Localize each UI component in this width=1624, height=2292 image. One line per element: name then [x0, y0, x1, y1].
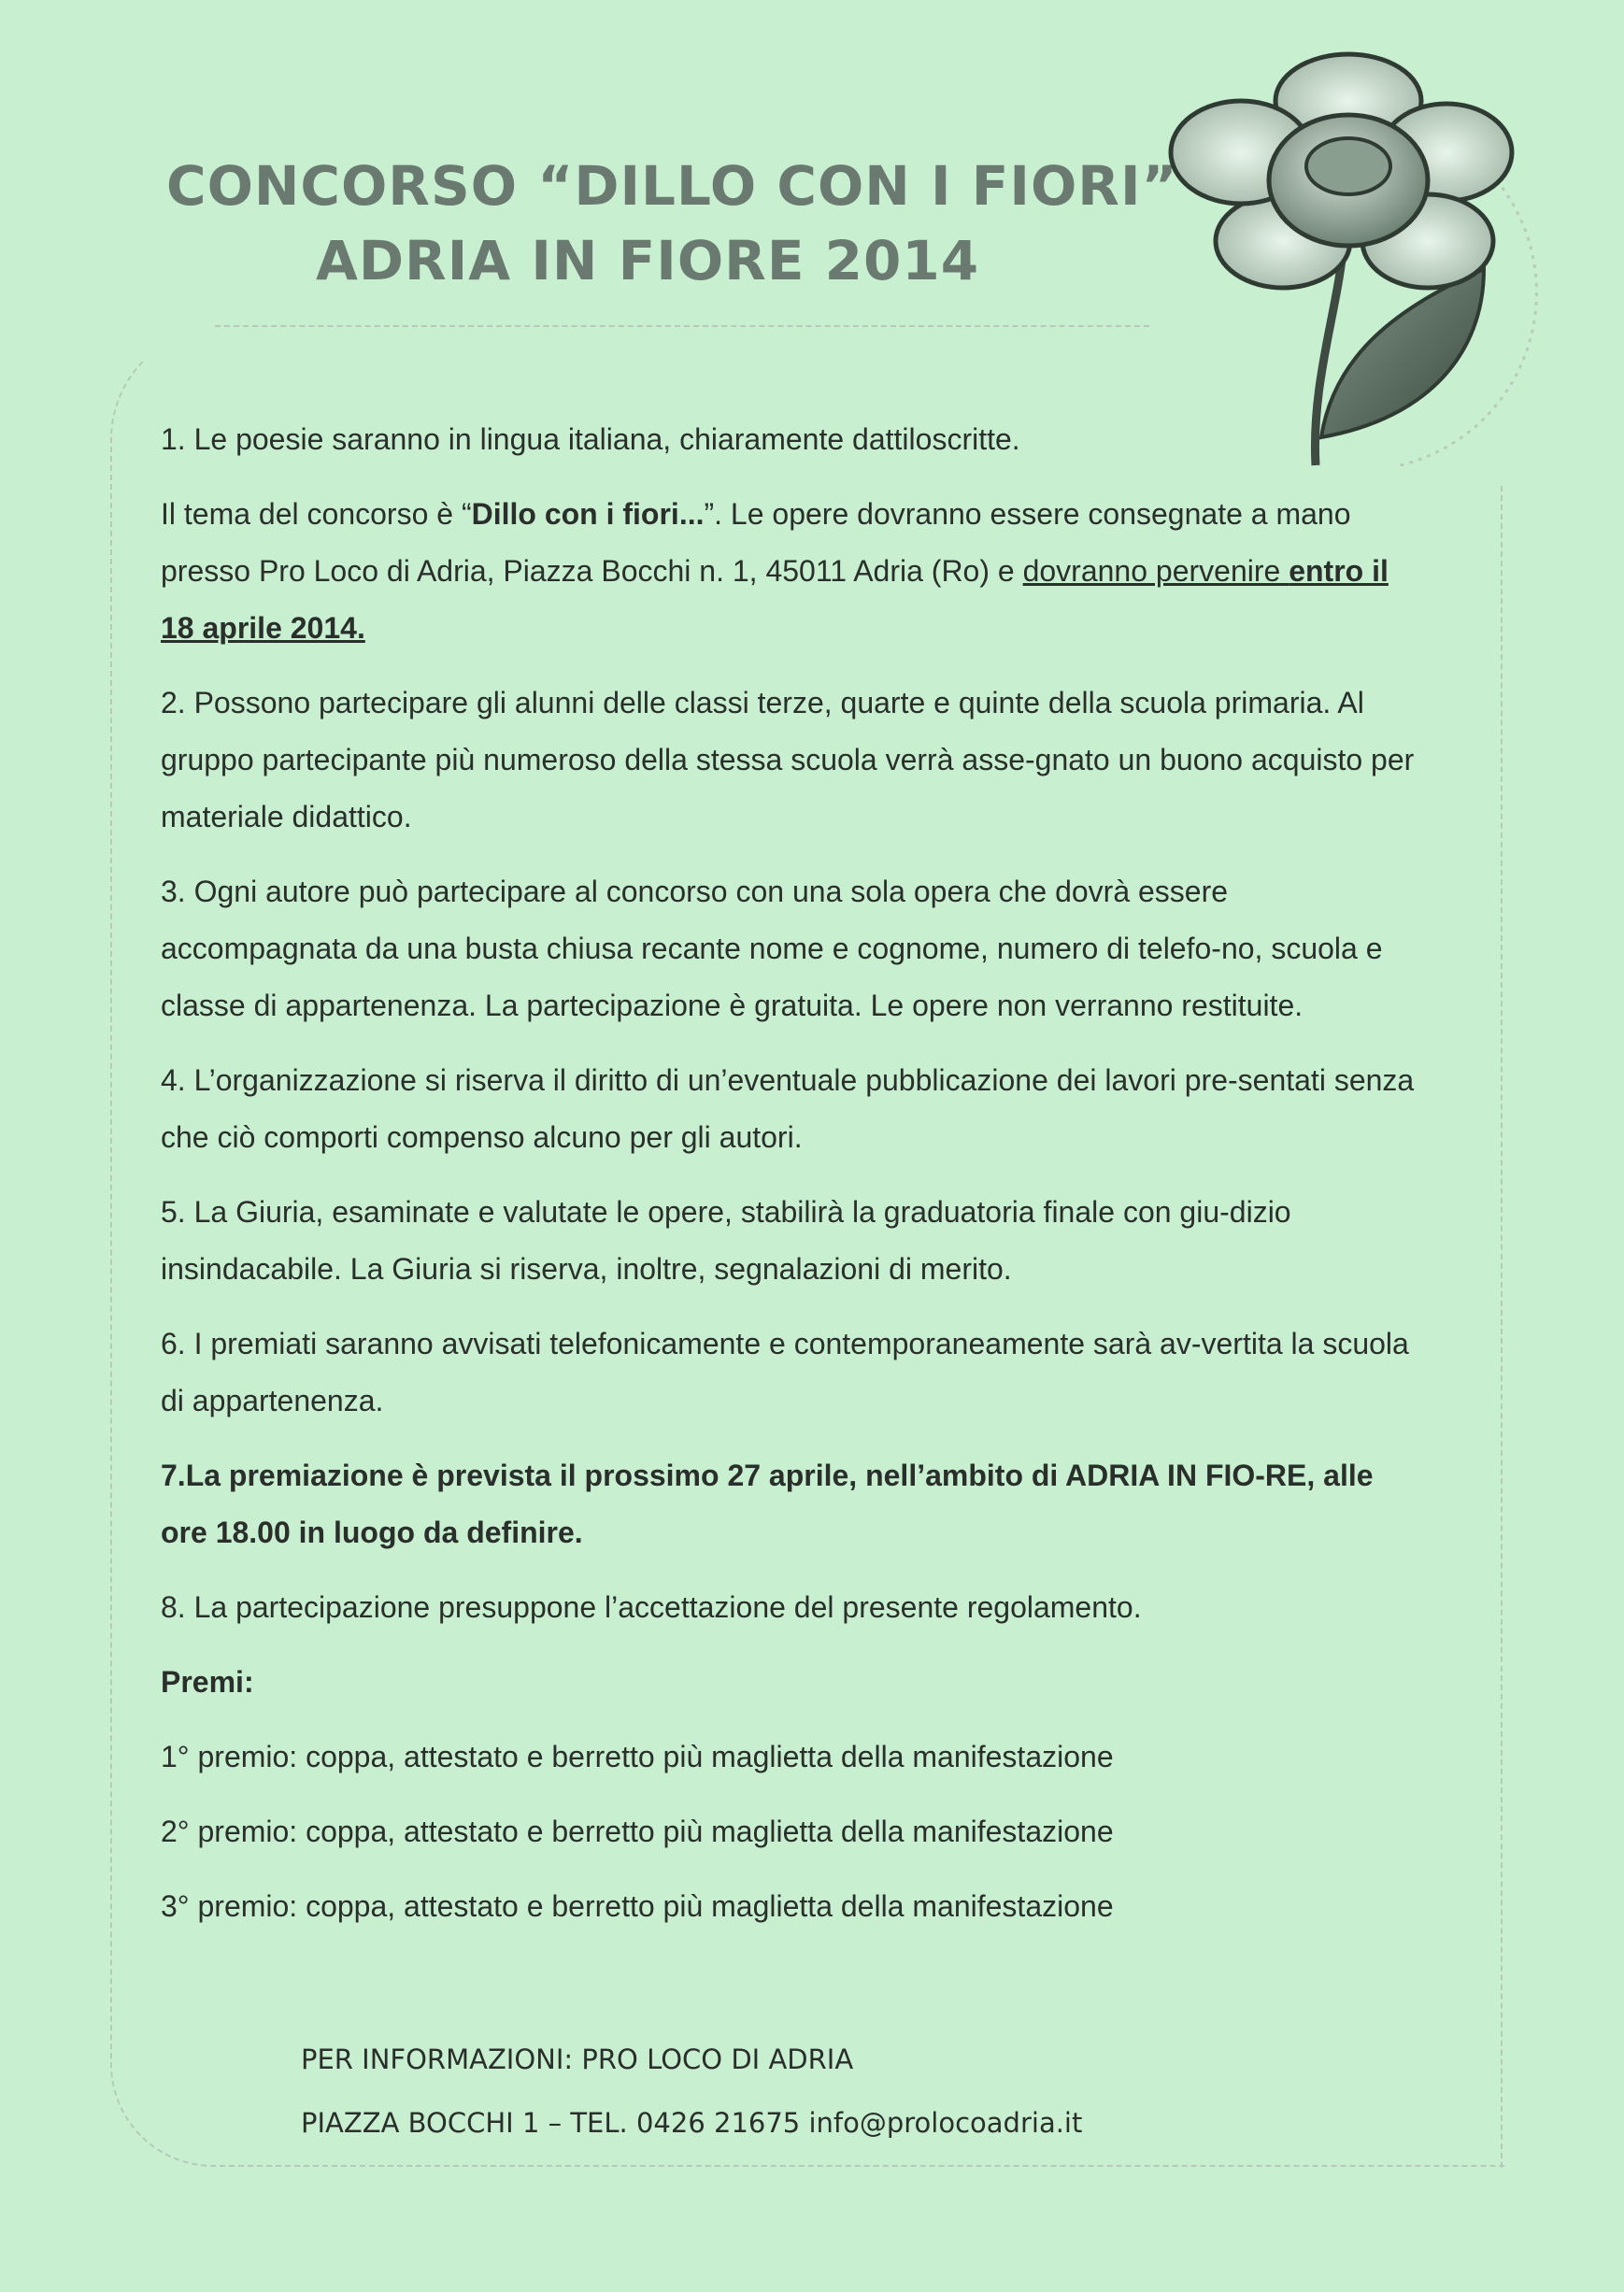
- rule-7-number: 7.: [161, 1459, 186, 1492]
- theme-text-c: ”. Le opere dovranno essere consegnate a mano presso Pro Loco di Adria, Piazza Bocchi n. 1, 45011 Adria (Ro) e: [161, 497, 1351, 588]
- rule-4: 4. L’organizzazione si riserva il diritto di un’eventuale pubblicazione dei lavori pre-sentati senza che ciò comporti compenso alcuno per gli autori.: [161, 1063, 1415, 1154]
- prize-3: 3° premio: coppa, attestato e berretto più maglietta della manifestazione: [161, 1889, 1114, 1923]
- rules-body: [161, 411, 1417, 1953]
- prize-1: 1° premio: coppa, attestato e berretto più maglietta della manifestazione: [161, 1740, 1114, 1773]
- title-line-2: ADRIA IN FIORE 2014: [316, 229, 980, 292]
- rule-3: 3. Ogni autore può partecipare al concorso con una sola opera che dovrà essere accompagnata da una busta chiusa recante nome e cognome, numero di telefo-no, scuola e classe di appartenenza. La partecipazione è gratuita. Le opere non verranno restituite.: [161, 875, 1383, 1022]
- prize-2: 2° premio: coppa, attestato e berretto più maglietta della manifestazione: [161, 1815, 1114, 1848]
- rule-5: 5. La Giuria, esaminate e valutate le opere, stabilirà la graduatoria finale con giu-dizio insindacabile. La Giuria si riserva, inoltre, segnalazioni di merito.: [161, 1195, 1291, 1286]
- rule-7: [161, 1447, 1417, 1561]
- theme-text-a: Il tema del concorso è “: [161, 497, 472, 531]
- prizes-title: Premi:: [161, 1665, 254, 1699]
- rule-1: 1. Le poesie saranno in lingua italiana, chiaramente dattiloscritte.: [161, 422, 1020, 456]
- frame-right-border: [1501, 486, 1503, 2168]
- theme-deadline-lead: dovranno pervenire: [1022, 554, 1289, 588]
- title-line-1: CONCORSO “DILLO CON I FIORI”: [166, 154, 1178, 218]
- theme-deadline-date: entro il 18 aprile 2014.: [161, 554, 1389, 645]
- footer-line-2: PIAZZA BOCCHI 1 – TEL. 0426 21675 info@prolocoadria.it: [301, 2107, 1083, 2139]
- rule-6: 6. I premiati saranno avvisati telefonicamente e contemporaneamente sarà av-vertita la scuola di appartenenza.: [161, 1327, 1409, 1417]
- rule-8: 8. La partecipazione presuppone l’accettazione del presente regolamento.: [161, 1590, 1142, 1624]
- rule-theme: [161, 486, 1417, 657]
- rule-7-text: La premiazione è prevista il prossimo 27 aprile, nell’ambito di ADRIA IN FIO-RE, alle ore 18.00 in luogo da definire.: [161, 1459, 1374, 1549]
- footer-line-1: PER INFORMAZIONI: PRO LOCO DI ADRIA: [301, 2043, 854, 2075]
- theme-highlight: Dillo con i fiori...: [471, 497, 705, 531]
- rule-2: 2. Possono partecipare gli alunni delle classi terze, quarte e quinte della scuola primaria. Al gruppo partecipante più numeroso della stessa scuola verrà asse-gnato un buono acquisto per materiale didattico.: [161, 686, 1415, 833]
- footer-contact: [301, 2028, 1082, 2155]
